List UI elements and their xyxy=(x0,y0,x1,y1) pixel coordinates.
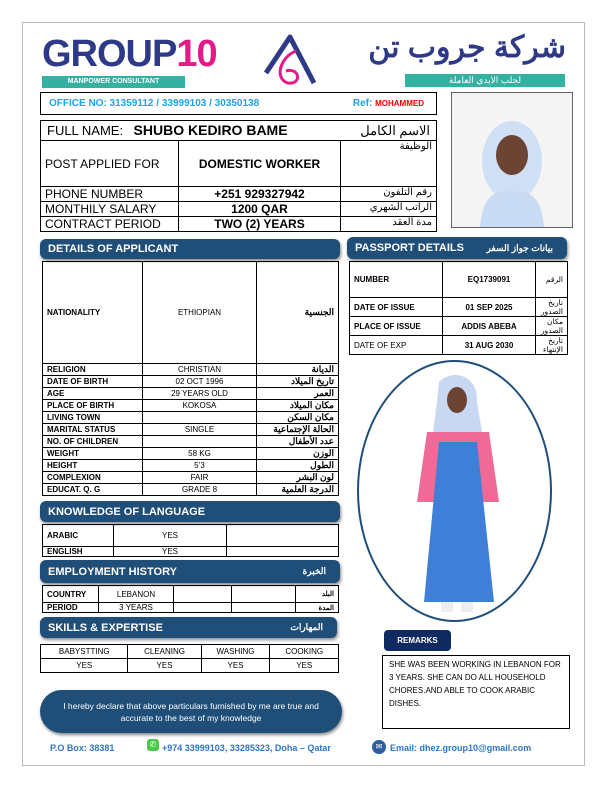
language-label: ENGLISH xyxy=(43,547,114,557)
details-value: KOKOSA xyxy=(143,400,257,412)
details-value: CHRISTIAN xyxy=(143,364,257,376)
details-ar: الحالة الإجتماعية xyxy=(257,424,339,436)
details-row xyxy=(43,472,339,484)
main-row xyxy=(41,202,437,217)
main-row-value: +251 929327942 xyxy=(179,187,341,202)
employment-value: 3 YEARS xyxy=(99,603,174,613)
main-row xyxy=(41,141,437,187)
details-row xyxy=(43,424,339,436)
details-ar: الديانة xyxy=(257,364,339,376)
logo-brand: GROUP xyxy=(42,33,177,75)
employment-value: LEBANON xyxy=(99,586,174,603)
details-ar: الوزن xyxy=(257,448,339,460)
details-ar: تاريخ الميلاد xyxy=(257,376,339,388)
main-row-label: PHONE NUMBER xyxy=(41,187,179,202)
passport-ar: تاريخ الإنتهاء xyxy=(536,336,568,355)
details-value: 29 YEARS OLD xyxy=(143,388,257,400)
passport-header xyxy=(347,237,567,259)
details-ar: الدرجة العلمية xyxy=(257,484,339,496)
passport-title: PASSPORT DETAILS xyxy=(355,242,464,254)
details-row xyxy=(43,460,339,472)
details-row xyxy=(43,448,339,460)
skill-name: CLEANING xyxy=(128,645,201,659)
portrait-person-icon xyxy=(452,93,573,228)
employment-header xyxy=(40,560,340,583)
details-label: RELIGION xyxy=(43,364,143,376)
ref-label: Ref: xyxy=(352,98,373,109)
employment-empty-cell xyxy=(232,586,296,603)
po-box: P.O Box: 38381 xyxy=(50,743,115,753)
employment-ar: البلد xyxy=(296,586,339,603)
skill-name: COOKING xyxy=(270,645,339,659)
full-body-person-icon xyxy=(359,362,552,622)
full-name-label: FULL NAME: xyxy=(47,122,124,138)
employment-label: PERIOD xyxy=(43,603,99,613)
language-empty-cell xyxy=(227,547,339,557)
remarks-label: REMARKS xyxy=(384,630,451,651)
language-row xyxy=(43,547,339,557)
skill-value: YES xyxy=(201,659,270,673)
main-row-label: POST APPLIED FOR xyxy=(41,141,179,187)
skill-value: YES xyxy=(128,659,201,673)
footer-phone: +974 33999103, 33285323, Doha – Qatar xyxy=(162,743,331,753)
passport-table xyxy=(349,261,568,355)
main-row-value: 1200 QAR xyxy=(179,202,341,217)
office-bar xyxy=(40,92,437,115)
details-row xyxy=(43,484,339,496)
passport-value: 01 SEP 2025 xyxy=(443,298,536,317)
details-value: GRADE 8 xyxy=(143,484,257,496)
main-row-label: CONTRACT PERIOD xyxy=(41,217,179,232)
logo-tagline: MANPOWER CONSULTANT xyxy=(42,76,185,88)
details-ar: الجنسية xyxy=(257,262,339,364)
details-label: HEIGHT xyxy=(43,460,143,472)
center-logo-icon xyxy=(262,33,320,89)
main-row-value: DOMESTIC WORKER xyxy=(179,141,341,187)
main-row-ar: مدة العقد xyxy=(341,217,437,232)
passport-label: DATE OF EXP xyxy=(350,336,443,355)
remarks-text: SHE WAS BEEN WORKING IN LEBANON FOR 3 YEARS. SHE CAN DO ALL HOUSEHOLD CHORES.AND ABLE TO COOK ARABIC DISHES. xyxy=(382,655,570,729)
passport-row xyxy=(350,298,568,317)
employment-label: COUNTRY xyxy=(43,586,99,603)
employment-ar: المدة xyxy=(296,603,339,613)
ref-value: MOHAMMED xyxy=(375,99,424,108)
language-header xyxy=(40,501,340,522)
full-body-photo xyxy=(357,360,552,622)
language-table xyxy=(42,524,339,557)
main-row-ar: رقم التلفون xyxy=(341,187,437,202)
passport-label: NUMBER xyxy=(350,262,443,298)
passport-title-ar: بيانات جواز السفر xyxy=(486,242,553,253)
full-name-row xyxy=(40,120,437,140)
passport-ar: الرقم xyxy=(536,262,568,298)
declaration: I hereby declare that above particulars furnished by me are true and accurate to the best of my knowledge xyxy=(40,690,342,733)
details-ar: العمر xyxy=(257,388,339,400)
employment-empty-cell xyxy=(174,603,232,613)
details-label: WEIGHT xyxy=(43,448,143,460)
details-label: MARITAL STATUS xyxy=(43,424,143,436)
arabic-logo: شركة جروب تن xyxy=(368,31,566,64)
employment-title-ar: الخبرة xyxy=(302,566,326,576)
details-row xyxy=(43,262,339,364)
skill-name: BABYSTTING xyxy=(41,645,128,659)
details-row xyxy=(43,364,339,376)
details-label: COMPLEXION xyxy=(43,472,143,484)
details-label: DATE OF BIRTH xyxy=(43,376,143,388)
arabic-tagline: لجلب الايدي العاملة xyxy=(405,74,565,87)
details-value xyxy=(143,436,257,448)
footer-email: Email: dhez.group10@gmail.com xyxy=(390,743,532,753)
passport-ar: تاريخ الصدور xyxy=(536,298,568,317)
full-name-value: SHUBO KEDIRO BAME xyxy=(133,121,288,138)
skills-table xyxy=(40,644,339,673)
logo-brand-num: 10 xyxy=(176,33,217,75)
details-ar: مكان الميلاد xyxy=(257,400,339,412)
skills-header xyxy=(40,617,337,638)
details-value: 58 KG xyxy=(143,448,257,460)
details-value: ETHIOPIAN xyxy=(143,262,257,364)
skills-title-ar: المهارات xyxy=(290,622,323,632)
skill-value: YES xyxy=(270,659,339,673)
group10-logo xyxy=(42,33,217,75)
details-label: EDUCAT. Q. G xyxy=(43,484,143,496)
details-row xyxy=(43,376,339,388)
details-label: LIVING TOWN xyxy=(43,412,143,424)
whatsapp-icon: ✆ xyxy=(147,739,159,751)
main-row-label: MONTHILY SALARY xyxy=(41,202,179,217)
details-ar: الطول xyxy=(257,460,339,472)
employment-table xyxy=(42,585,339,613)
employment-title: EMPLOYMENT HISTORY xyxy=(48,565,177,578)
main-row xyxy=(41,187,437,202)
email-icon: ✉ xyxy=(372,740,386,754)
details-header xyxy=(40,239,340,259)
details-row xyxy=(43,436,339,448)
portrait-photo xyxy=(451,92,573,228)
details-label: NO. OF CHILDREN xyxy=(43,436,143,448)
employment-empty-cell xyxy=(232,603,296,613)
full-name-ar: الاسم الكامل xyxy=(360,122,430,138)
language-value: YES xyxy=(114,525,227,547)
office-numbers: OFFICE NO: 31359112 / 33999103 / 30350138 xyxy=(49,98,260,109)
details-row xyxy=(43,412,339,424)
skill-value: YES xyxy=(41,659,128,673)
passport-value: 31 AUG 2030 xyxy=(443,336,536,355)
passport-value: EQ1739091 xyxy=(443,262,536,298)
details-value: SINGLE xyxy=(143,424,257,436)
main-row-ar: الراتب الشهري xyxy=(341,202,437,217)
details-row xyxy=(43,400,339,412)
passport-row xyxy=(350,336,568,355)
passport-row xyxy=(350,262,568,298)
details-label: NATIONALITY xyxy=(43,262,143,364)
main-info-table xyxy=(40,140,437,232)
passport-ar: مكان الصدور xyxy=(536,317,568,336)
details-label: PLACE OF BIRTH xyxy=(43,400,143,412)
main-row xyxy=(41,217,437,232)
details-ar: لون البشر xyxy=(257,472,339,484)
passport-value: ADDIS ABEBA xyxy=(443,317,536,336)
details-value: FAIR xyxy=(143,472,257,484)
employment-row xyxy=(43,586,339,603)
passport-label: PLACE OF ISSUE xyxy=(350,317,443,336)
language-empty-cell xyxy=(227,525,339,547)
language-label: ARABIC xyxy=(43,525,114,547)
details-row xyxy=(43,388,339,400)
details-value xyxy=(143,412,257,424)
details-title: DETAILS OF APPLICANT xyxy=(48,243,179,255)
passport-label: DATE OF ISSUE xyxy=(350,298,443,317)
details-ar: مكان السكن xyxy=(257,412,339,424)
employment-empty-cell xyxy=(174,586,232,603)
details-value: 02 OCT 1996 xyxy=(143,376,257,388)
details-table xyxy=(42,261,339,496)
main-row-value: TWO (2) YEARS xyxy=(179,217,341,232)
language-title: KNOWLEDGE OF LANGUAGE xyxy=(48,505,206,518)
details-value: 5’3 xyxy=(143,460,257,472)
details-label: AGE xyxy=(43,388,143,400)
language-value: YES xyxy=(114,547,227,557)
passport-row xyxy=(350,317,568,336)
main-row-ar: الوظيفة xyxy=(341,141,437,187)
skills-title: SKILLS & EXPERTISE xyxy=(48,621,163,634)
details-ar: عدد الأطفال xyxy=(257,436,339,448)
skill-name: WASHING xyxy=(201,645,270,659)
employment-row xyxy=(43,603,339,613)
language-row xyxy=(43,525,339,547)
